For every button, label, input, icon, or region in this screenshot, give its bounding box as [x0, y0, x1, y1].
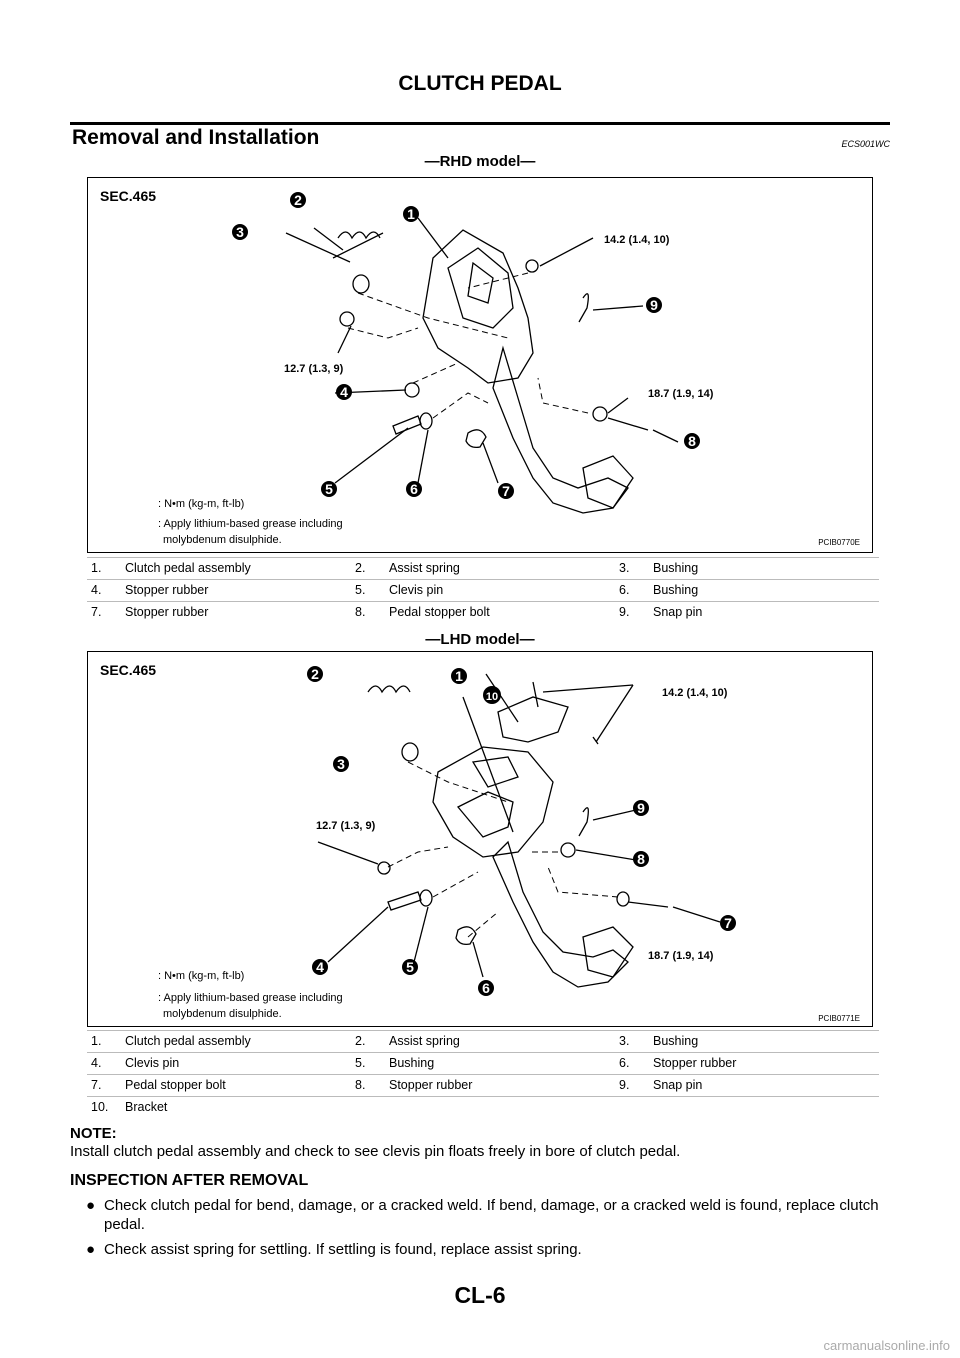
rhd-part-number: 5. — [351, 580, 389, 602]
inspection-item-2: Check assist spring for settling. If settling is found, replace assist spring. — [104, 1241, 582, 1258]
svg-text:6: 6 — [410, 481, 418, 497]
lhd-part-name: Clutch pedal assembly — [125, 1031, 351, 1053]
svg-text:9: 9 — [650, 297, 658, 313]
rhd-figure — [87, 177, 873, 553]
lhd-part-number: 3. — [615, 1031, 653, 1053]
svg-text:5: 5 — [406, 959, 414, 975]
svg-text:3: 3 — [337, 756, 345, 772]
lhd-row — [87, 1097, 879, 1119]
page-number: CL-6 — [454, 1282, 506, 1308]
note-heading: NOTE: — [70, 1125, 117, 1142]
note-body: Install clutch pedal assembly and check to see clevis pin floats freely in bore of clutch pedal. — [70, 1143, 681, 1160]
bullet-2: ● — [86, 1241, 96, 1258]
lhd-torque-2: 12.7 (1.3, 9) — [316, 820, 376, 832]
lhd-part-number: 6. — [615, 1053, 653, 1075]
lhd-part-name: Snap pin — [653, 1075, 879, 1097]
lhd-figure — [87, 651, 873, 1027]
svg-text:2: 2 — [311, 666, 319, 682]
rhd-part-number: 2. — [351, 558, 389, 580]
rhd-parts-table — [87, 557, 879, 623]
lhd-part-name: Pedal stopper bolt — [125, 1075, 351, 1097]
rhd-row — [87, 602, 879, 624]
rhd-legend-grease-1: : Apply lithium-based grease including — [158, 518, 343, 530]
rhd-legend-torque: : N•m (kg-m, ft-lb) — [158, 498, 245, 510]
svg-text:7: 7 — [724, 915, 732, 931]
rhd-part-number: 6. — [615, 580, 653, 602]
svg-text:9: 9 — [637, 800, 645, 816]
rhd-part-name: Snap pin — [653, 602, 879, 624]
rhd-part-name: Bushing — [653, 580, 879, 602]
rhd-torque-2: 12.7 (1.3, 9) — [284, 363, 344, 375]
rhd-part-name: Stopper rubber — [125, 602, 351, 624]
rhd-part-name: Assist spring — [389, 558, 615, 580]
lhd-row — [87, 1075, 879, 1097]
rhd-torque-1: 14.2 (1.4, 10) — [604, 234, 670, 246]
lhd-part-number: 9. — [615, 1075, 653, 1097]
lhd-row — [87, 1031, 879, 1053]
lhd-part-name: Stopper rubber — [389, 1075, 615, 1097]
svg-text:8: 8 — [637, 851, 645, 867]
rhd-row — [87, 558, 879, 580]
lhd-torque-1: 14.2 (1.4, 10) — [662, 687, 728, 699]
rhd-legend-grease-2: molybdenum disulphide. — [163, 534, 282, 546]
rhd-part-number: 8. — [351, 602, 389, 624]
svg-text:1: 1 — [455, 668, 463, 684]
bullet-1: ● — [86, 1197, 96, 1214]
lhd-part-number: 10. — [87, 1097, 125, 1119]
lhd-part-name: Clevis pin — [125, 1053, 351, 1075]
svg-text:2: 2 — [294, 192, 302, 208]
svg-text:5: 5 — [325, 481, 333, 497]
rhd-part-name: Clutch pedal assembly — [125, 558, 351, 580]
lhd-part-number: 8. — [351, 1075, 389, 1097]
lhd-part-name: Bushing — [653, 1031, 879, 1053]
rhd-part-number: 4. — [87, 580, 125, 602]
lhd-torque-3: 18.7 (1.9, 14) — [648, 950, 714, 962]
rhd-part-name: Bushing — [653, 558, 879, 580]
inspection-heading: INSPECTION AFTER REMOVAL — [70, 1172, 309, 1189]
rhd-row — [87, 580, 879, 602]
rhd-part-name: Clevis pin — [389, 580, 615, 602]
rhd-model-title: —RHD model— — [424, 153, 536, 170]
rhd-figure-code: PCIB0770E — [818, 538, 860, 547]
lhd-part-number: 2. — [351, 1031, 389, 1053]
lhd-part-name: Bracket — [125, 1097, 351, 1119]
rhd-sec-label: SEC.465 — [100, 188, 157, 204]
lhd-part-name: Stopper rubber — [653, 1053, 879, 1075]
lhd-part-number — [615, 1097, 653, 1119]
lhd-part-number: 4. — [87, 1053, 125, 1075]
lhd-part-name — [653, 1097, 879, 1119]
svg-text:3: 3 — [236, 224, 244, 240]
section-title: Removal and Installation — [72, 126, 320, 149]
rhd-part-number: 1. — [87, 558, 125, 580]
rhd-torque-3: 18.7 (1.9, 14) — [648, 388, 714, 400]
lhd-part-number: 5. — [351, 1053, 389, 1075]
svg-text:4: 4 — [340, 384, 348, 400]
watermark: carmanualsonline.info — [823, 1338, 950, 1353]
lhd-sec-label: SEC.465 — [100, 662, 157, 678]
lhd-legend-grease-2: molybdenum disulphide. — [163, 1008, 282, 1020]
section-code: ECS001WC — [841, 139, 890, 149]
svg-text:7: 7 — [502, 483, 510, 499]
lhd-part-number: 1. — [87, 1031, 125, 1053]
header-rule — [70, 122, 890, 125]
lhd-part-number — [351, 1097, 389, 1119]
lhd-parts-table — [87, 1030, 879, 1118]
lhd-part-name: Bushing — [389, 1053, 615, 1075]
lhd-legend-torque: : N•m (kg-m, ft-lb) — [158, 970, 245, 982]
lhd-part-name: Assist spring — [389, 1031, 615, 1053]
rhd-part-number: 9. — [615, 602, 653, 624]
lhd-legend-grease-1: : Apply lithium-based grease including — [158, 992, 343, 1004]
svg-text:4: 4 — [316, 959, 324, 975]
svg-text:10: 10 — [485, 691, 499, 703]
lhd-part-number: 7. — [87, 1075, 125, 1097]
rhd-part-name: Pedal stopper bolt — [389, 602, 615, 624]
lhd-part-name — [389, 1097, 615, 1119]
rhd-part-name: Stopper rubber — [125, 580, 351, 602]
rhd-callouts — [88, 178, 872, 552]
page-header-title: CLUTCH PEDAL — [398, 72, 562, 95]
inspection-item-1: Check clutch pedal for bend, damage, or a cracked weld. If bend, damage, or a cracked weld is found, replace clutch pedal. — [104, 1197, 879, 1233]
lhd-figure-code: PCIB0771E — [818, 1014, 860, 1023]
rhd-part-number: 7. — [87, 602, 125, 624]
svg-text:1: 1 — [407, 206, 415, 222]
lhd-model-title: —LHD model— — [425, 631, 535, 648]
lhd-row — [87, 1053, 879, 1075]
svg-text:6: 6 — [482, 980, 490, 996]
rhd-part-number: 3. — [615, 558, 653, 580]
svg-text:8: 8 — [688, 433, 696, 449]
